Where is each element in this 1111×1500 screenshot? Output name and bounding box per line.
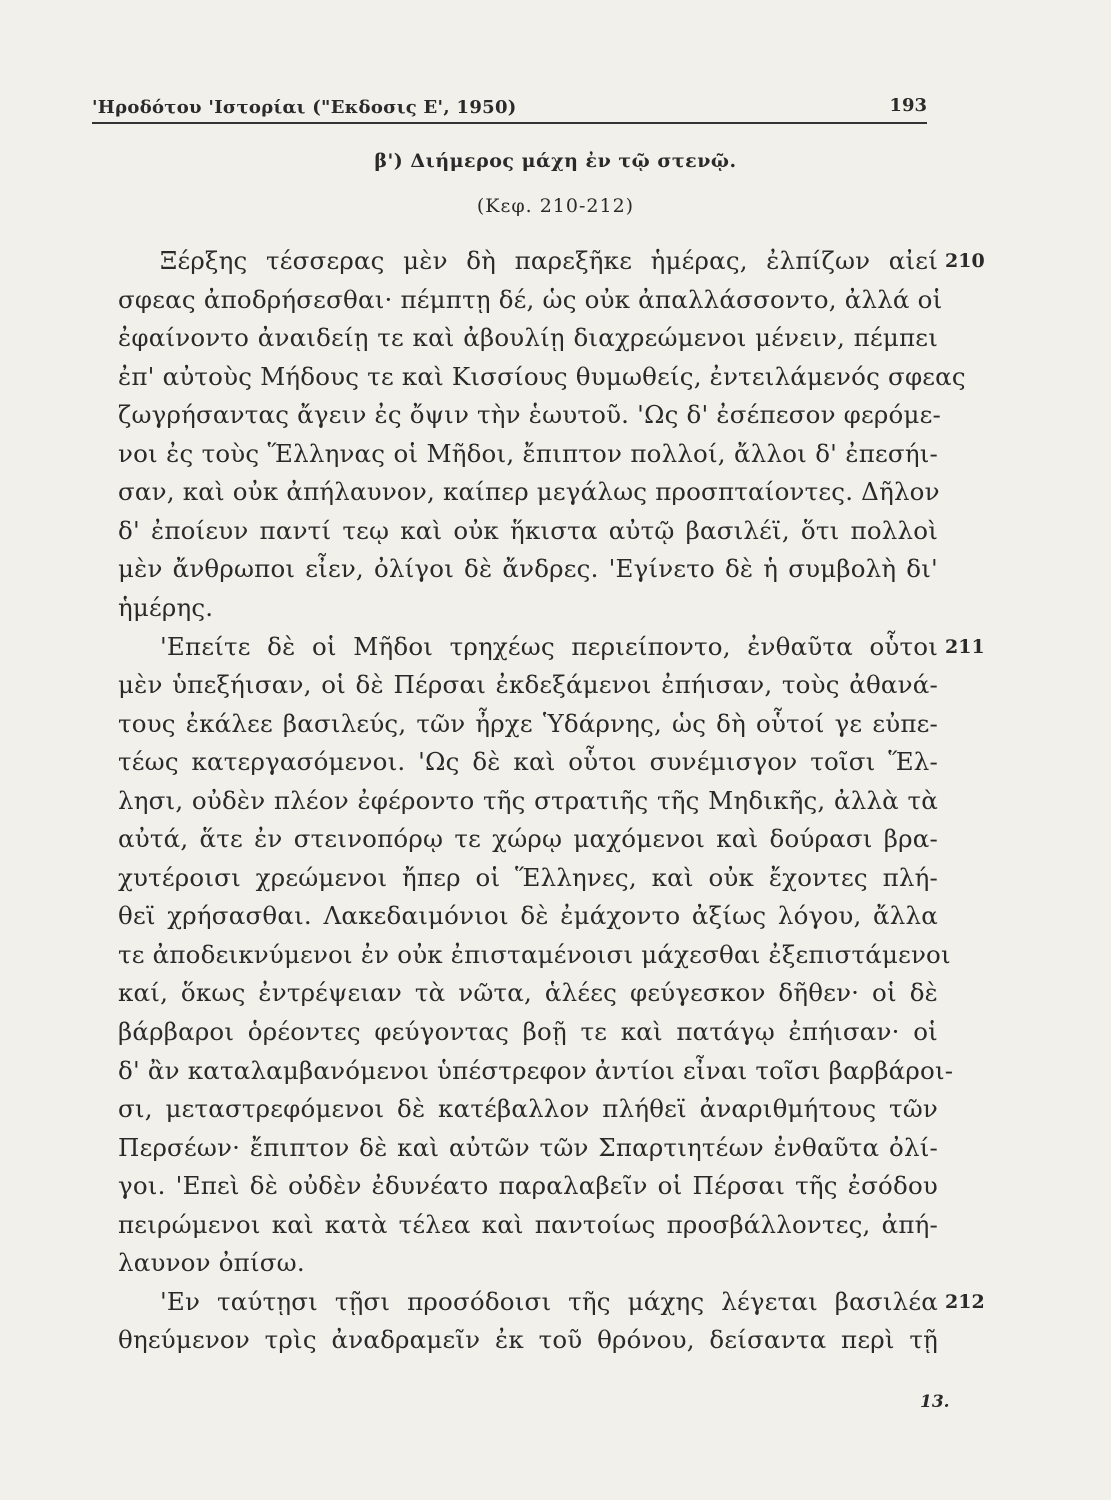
page-number: 193	[889, 95, 927, 116]
text-line: Περσέων· ἔπιπτον δὲ καὶ αὐτῶν τῶν Σπαρτιητέων ἐνθαῦτα ὀλί-	[118, 1132, 938, 1162]
text-line: μὲν ἄνθρωποι εἶεν, ὀλίγοι δὲ ἄνδρες. 'Εγίνετο δὲ ἡ συμβολὴ δι'	[118, 554, 938, 584]
text-line: αὐτά, ἅτε ἐν στεινοπόρῳ τε χώρῳ μαχόμενοι καὶ δούρασι βρα-	[118, 824, 938, 854]
text-line: 'Εν ταύτῃσι τῇσι προσόδοισι τῆς μάχης λέγεται βασιλέα	[160, 1286, 938, 1316]
text-line: νοι ἐς τοὺς Ἕλληνας οἱ Μῆδοι, ἔπιπτον πολλοί, ἄλλοι δ' ἐπεσήι-	[118, 438, 938, 468]
text-line: λησι, οὐδὲν πλέον ἐφέροντο τῆς στρατιῆς τῆς Μηδικῆς, ἀλλὰ τὰ	[118, 785, 938, 815]
text-line: ζωγρήσαντας ἄγειν ἐς ὄψιν τὴν ἑωυτοῦ. 'Ως δ' ἐσέπεσον φερόμε-	[118, 400, 941, 430]
text-line: δ' ἐποίευν παντί τεῳ καὶ οὐκ ἥκιστα αὐτῷ βασιλέϊ, ὅτι πολλοὶ	[118, 515, 938, 545]
running-title: 'Ηροδότου 'Ιστορίαι ("Εκδοσις Ε', 1950)	[92, 97, 517, 118]
text-line: τε ἀποδεικνύμενοι ἐν οὐκ ἐπισταμένοισι μάχεσθαι ἐξεπιστάμενοι	[118, 939, 951, 969]
text-line: θηεύμενον τρὶς ἀναδραμεῖν ἐκ τοῦ θρόνου, δείσαντα περὶ τῇ	[118, 1325, 938, 1355]
text-line: δ' ἂν καταλαμβανόμενοι ὑπέστρεφον ἀντίοι εἶναι τοῖσι βαρβάροι-	[118, 1055, 954, 1085]
text-line: χυτέροισι χρεώμενοι ἤπερ οἱ Ἕλληνες, καὶ οὐκ ἔχοντες πλή-	[118, 862, 938, 892]
chapter-margin-number: 211	[945, 635, 985, 658]
text-line: λαυνον ὀπίσω.	[118, 1248, 305, 1278]
text-line: ἐφαίνοντο ἀναιδείῃ τε καὶ ἀβουλίῃ διαχρεώμενοι μένειν, πέμπει	[118, 323, 938, 353]
text-line: σφεας ἀποδρήσεσθαι· πέμπτῃ δέ, ὡς οὐκ ἀπαλλάσσοντο, ἀλλά οἱ	[118, 284, 943, 314]
chapter-margin-number: 212	[945, 1290, 985, 1313]
text-line: θεϊ χρήσασθαι. Λακεδαιμόνιοι δὲ ἐμάχοντο ἀξίως λόγου, ἄλλα	[118, 901, 938, 931]
text-line: 'Επείτε δὲ οἱ Μῆδοι τρηχέως περιείποντο, ἐνθαῦτα οὗτοι	[160, 631, 938, 661]
text-line: σαν, καὶ οὐκ ἀπήλαυνον, καίπερ μεγάλως προσπταίοντες. Δῆλον	[118, 477, 940, 507]
text-line: Ξέρξης τέσσερας μὲν δὴ παρεξῆκε ἡμέρας, ἐλπίζων αἰεί	[160, 246, 938, 275]
text-line: ἐπ' αὐτοὺς Μήδους τε καὶ Κισσίους θυμωθείς, ἐντειλάμενός σφεας	[118, 361, 966, 391]
text-line: μὲν ὑπεξήισαν, οἱ δὲ Πέρσαι ἐκδεξάμενοι ἐπήισαν, τοὺς ἀθανά-	[118, 670, 938, 700]
running-head	[92, 92, 927, 124]
text-line: τέως κατεργασόμενοι. 'Ως δὲ καὶ οὗτοι συνέμισγον τοῖσι Ἕλ-	[118, 747, 938, 777]
text-line: πειρώμενοι καὶ κατὰ τέλεα καὶ παντοίως προσβάλλοντες, ἀπή-	[118, 1209, 938, 1239]
text-line: ἡμέρης.	[118, 592, 214, 622]
text-line: γοι. 'Επεὶ δὲ οὐδὲν ἐδυνέατο παραλαβεῖν οἱ Πέρσαι τῆς ἐσόδου	[118, 1171, 938, 1201]
chapter-margin-number: 210	[945, 250, 985, 272]
chapter-reference: (Κεφ. 210-212)	[476, 195, 635, 217]
text-line: τους ἐκάλεε βασιλεύς, τῶν ἦρχε Ὑδάρνης, ὡς δὴ οὗτοί γε εὐπε-	[118, 708, 938, 738]
section-title: β') Διήμερος μάχη ἐν τῷ στενῷ.	[374, 150, 737, 172]
catchword: 13.	[920, 1392, 950, 1412]
text-line: καί, ὅκως ἐντρέψειαν τὰ νῶτα, ἁλέες φεύγεσκον δῆθεν· οἱ δὲ	[118, 978, 938, 1008]
text-line: βάρβαροι ὁρέοντες φεύγοντας βοῇ τε καὶ πατάγῳ ἐπήισαν· οἱ	[118, 1017, 938, 1046]
text-line: σι, μεταστρεφόμενοι δὲ κατέβαλλον πλήθεϊ ἀναριθμήτους τῶν	[118, 1094, 938, 1124]
